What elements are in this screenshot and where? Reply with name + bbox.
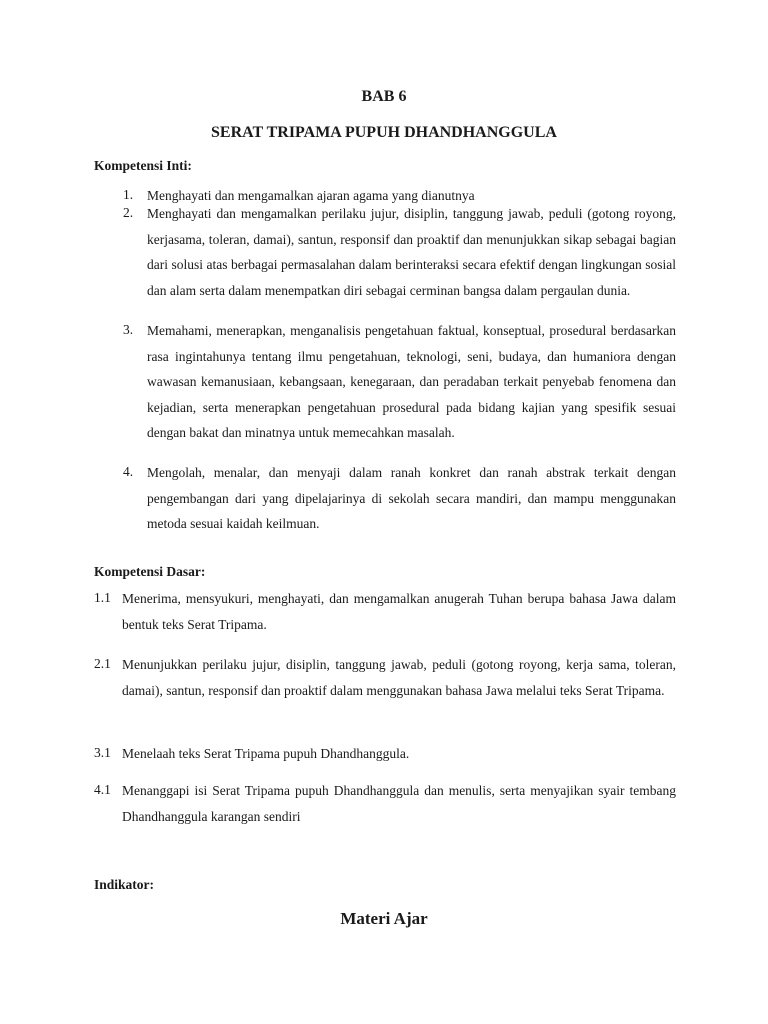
list-number: 2. (123, 205, 134, 220)
list-text: Menelaah teks Serat Tripama pupuh Dhandhanggula. (122, 746, 410, 761)
list-number: 2.1 (94, 656, 111, 671)
list-text: Mengolah, menalar, dan menyaji dalam ranah konkret dan ranah abstrak terkait dengan pengembangan dari yang dipelajarinya di sekolah secara mandiri, dan mampu menggunakan metoda sesuai kaidah keilmuan. (147, 465, 676, 531)
kompetensi-inti-heading: Kompetensi Inti: (94, 158, 192, 173)
list-text: Menghayati dan mengamalkan ajaran agama yang dianutnya (147, 188, 475, 203)
list-text: Menghayati dan mengamalkan perilaku jujur, disiplin, tanggung jawab, peduli (gotong royong, kerjasama, toleran, damai), santun, responsif dan proaktif dan menunjukkan sikap sebagai bagian dari solusi atas berbagai permasalahan dalam berinteraksi secara efektif dengan lingkungan sosial dan alam serta dalam menempatkan diri sebagai cerminan bangsa dalam pergaulan dunia. (147, 206, 676, 298)
list-number: 1.1 (94, 590, 111, 605)
chapter-heading: BAB 6 (361, 88, 407, 105)
list-text: Menerima, mensyukuri, menghayati, dan mengamalkan anugerah Tuhan berupa bahasa Jawa dalam bentuk teks Serat Tripama. (122, 591, 676, 632)
list-text: Menunjukkan perilaku jujur, disiplin, tanggung jawab, peduli (gotong royong, kerja sama, toleran, damai), santun, responsif dan proaktif dalam menggunakan bahasa Jawa melalui teks Serat Tripama. (122, 657, 676, 698)
list-number: 4. (123, 464, 134, 479)
kompetensi-dasar-heading: Kompetensi Dasar: (94, 564, 206, 579)
list-number: 4.1 (94, 782, 111, 797)
list-text: Memahami, menerapkan, menganalisis pengetahuan faktual, konseptual, prosedural berdasarkan rasa ingintahunya tentang ilmu pengetahuan, teknologi, seni, budaya, dan humaniora dengan wawasan kemanusiaan, kebangsaan, kenegaraan, dan peradaban terkait penyebab fenomena dan kejadian, serta menerapkan pengetahuan prosedural pada bidang kajian yang spesifik sesuai dengan bakat dan minatnya untuk memecahkan masalah. (147, 323, 676, 440)
list-text: Menanggapi isi Serat Tripama pupuh Dhandhanggula dan menulis, serta menyajikan syair tembang Dhandhanggula karangan sendiri (122, 783, 676, 824)
materi-ajar-heading: Materi Ajar (340, 909, 428, 928)
list-number: 3.1 (94, 745, 111, 760)
list-number: 3. (123, 322, 134, 337)
page-title: SERAT TRIPAMA PUPUH DHANDHANGGULA (211, 124, 557, 141)
indikator-heading: Indikator: (94, 877, 155, 892)
list-number: 1. (123, 187, 134, 202)
